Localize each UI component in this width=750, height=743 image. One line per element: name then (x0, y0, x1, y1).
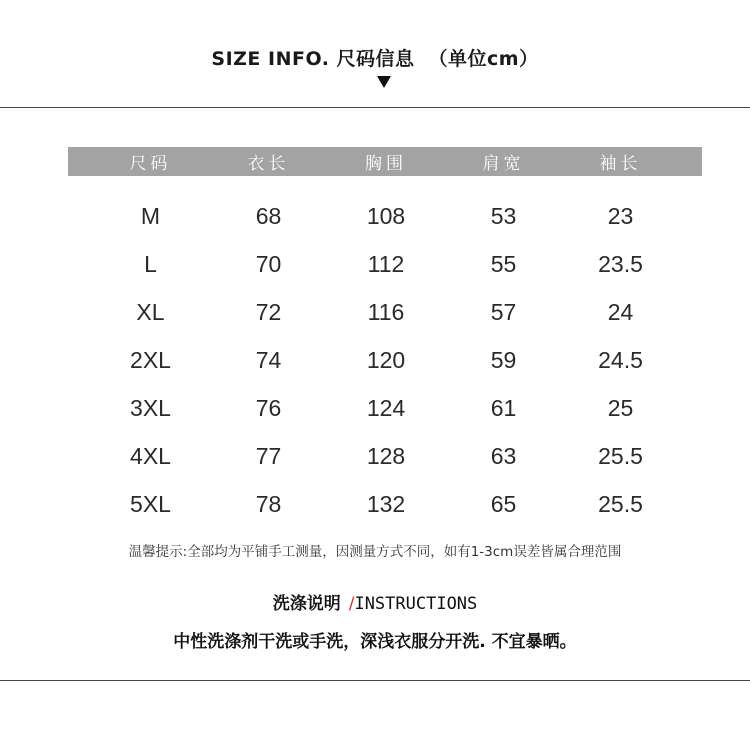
cell-shoulder: 57 (490, 298, 517, 325)
size-table-body (68, 192, 702, 528)
table-row (68, 384, 702, 432)
cell-chest: 112 (367, 250, 405, 277)
cell-length: 77 (255, 442, 282, 469)
table-row (68, 336, 702, 384)
table-row (68, 288, 702, 336)
cell-size: 4XL (130, 442, 171, 469)
cell-size: 5XL (130, 490, 171, 517)
cell-sleeve: 25 (607, 394, 634, 421)
cell-sleeve: 24 (607, 298, 634, 325)
size-table-header (68, 147, 702, 176)
top-divider (0, 107, 750, 108)
instructions-title-cn: 洗涤说明 (272, 594, 341, 614)
header-chest: 胸围 (365, 154, 407, 174)
cell-chest: 132 (366, 490, 406, 517)
instructions-title-en: INSTRUCTIONS (354, 594, 478, 614)
size-table (68, 147, 702, 528)
wash-instructions-text: 中性洗涤剂干洗或手洗，深浅衣服分开洗. 不宜暴晒。 (173, 632, 577, 652)
down-arrow-icon (377, 76, 391, 88)
cell-chest: 120 (366, 346, 406, 373)
title-unit: （单位cm） (428, 48, 539, 70)
header-shoulder: 肩宽 (482, 154, 525, 174)
cell-shoulder: 53 (490, 202, 517, 229)
instructions-title (0, 589, 750, 614)
table-row (68, 480, 702, 528)
cell-length: 68 (255, 202, 282, 229)
cell-size: 2XL (130, 346, 171, 373)
cell-sleeve: 24.5 (598, 346, 643, 373)
measurement-note: 温馨提示:全部均为平铺手工测量，因测量方式不同，如有1-3cm误差皆属合理范围 (128, 544, 622, 560)
cell-chest: 108 (366, 202, 406, 229)
header-length: 衣长 (247, 154, 290, 174)
cell-sleeve: 23 (607, 202, 634, 229)
cell-length: 74 (255, 346, 282, 373)
cell-shoulder: 65 (490, 490, 517, 517)
table-row (68, 240, 702, 288)
page-title (0, 44, 750, 71)
cell-length: 70 (255, 250, 282, 277)
cell-shoulder: 61 (490, 394, 517, 421)
title-text: SIZE INFO. 尺码信息 (211, 48, 415, 70)
cell-sleeve: 25.5 (598, 490, 643, 517)
cell-chest: 124 (366, 394, 406, 421)
cell-sleeve: 25.5 (598, 442, 643, 469)
cell-sleeve: 23.5 (598, 250, 643, 277)
table-row (68, 192, 702, 240)
cell-shoulder: 63 (490, 442, 517, 469)
cell-size: M (140, 202, 161, 229)
cell-size: XL (136, 298, 165, 325)
cell-chest: 128 (366, 442, 406, 469)
cell-shoulder: 59 (490, 346, 517, 373)
cell-length: 76 (255, 394, 282, 421)
cell-length: 78 (255, 490, 282, 517)
header-sleeve: 袖长 (599, 154, 642, 174)
cell-size: 3XL (130, 394, 171, 421)
bottom-divider (0, 680, 750, 681)
cell-shoulder: 55 (490, 250, 517, 277)
cell-chest: 116 (367, 298, 405, 325)
cell-length: 72 (255, 298, 282, 325)
header-size: 尺码 (129, 154, 172, 174)
cell-size: L (144, 250, 157, 277)
table-row (68, 432, 702, 480)
instructions-slash: / (348, 594, 355, 614)
